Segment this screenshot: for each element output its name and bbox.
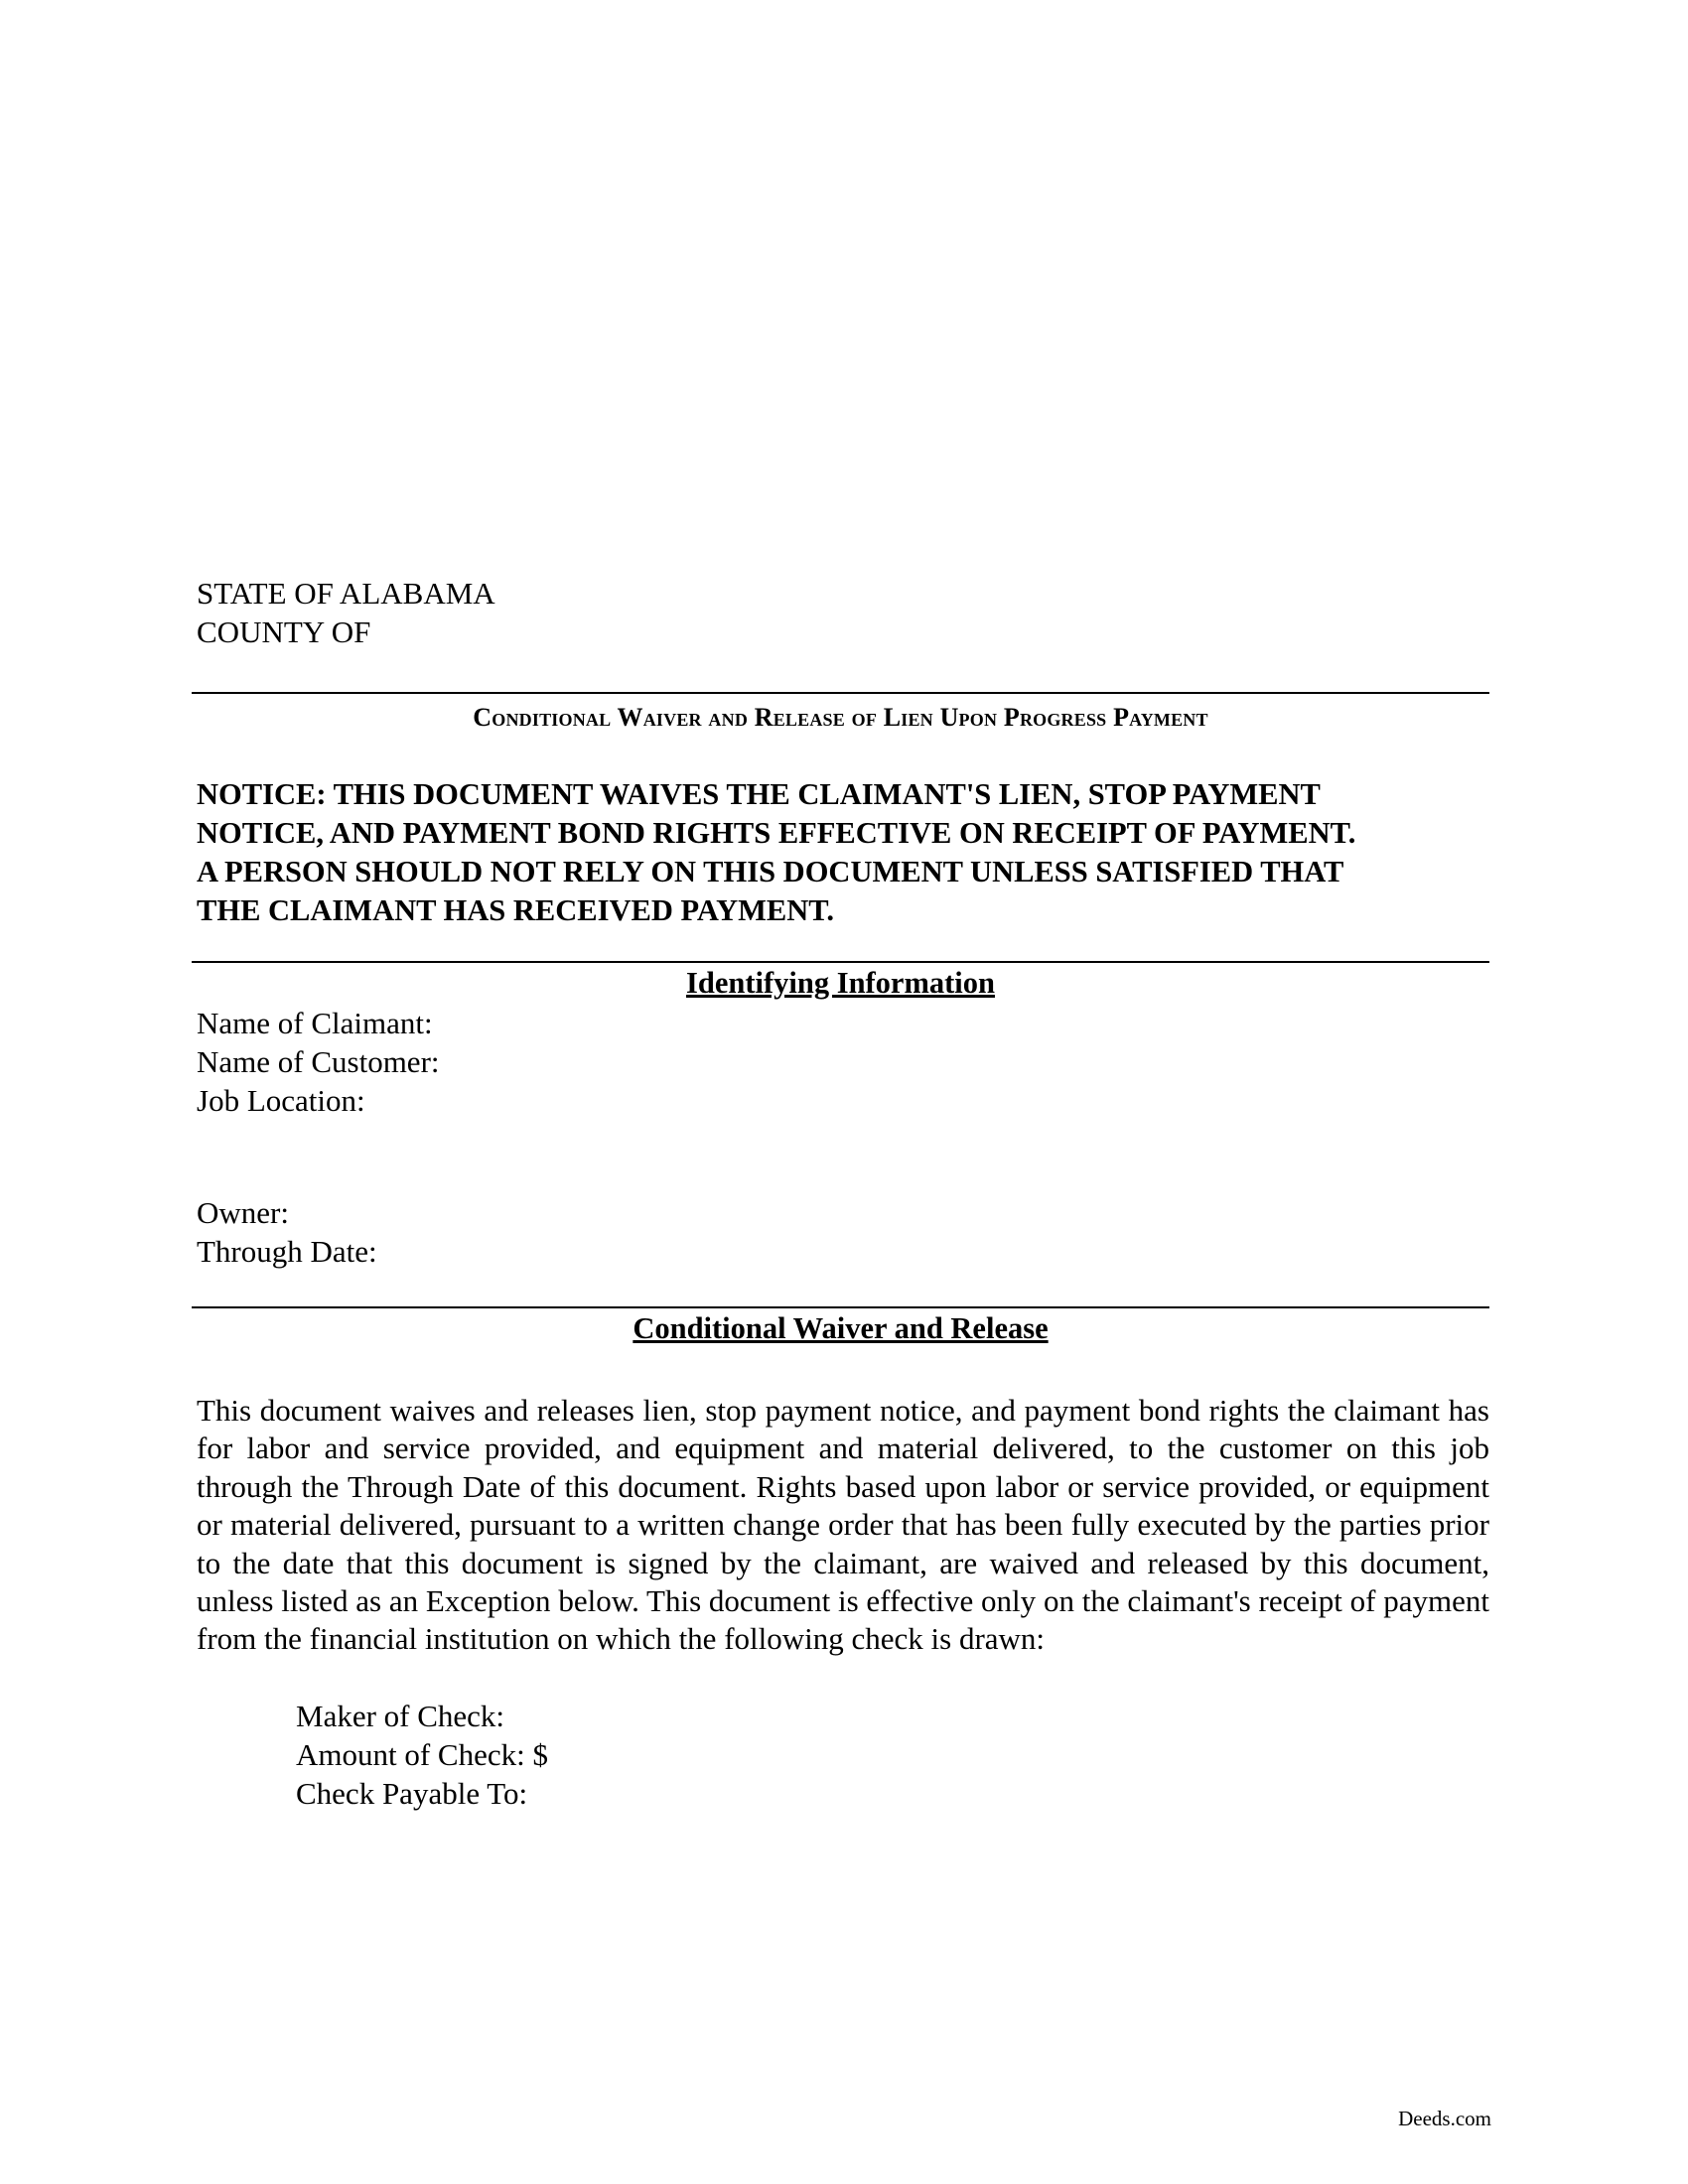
top-divider <box>192 692 1489 694</box>
identifying-fields-group-2 <box>197 1193 377 1271</box>
maker-of-check-label: Maker of Check: <box>296 1699 505 1733</box>
through-date-label: Through Date: <box>197 1234 377 1269</box>
county-line: COUNTY OF <box>197 614 371 649</box>
check-fields <box>296 1697 548 1813</box>
notice-line: A PERSON SHOULD NOT RELY ON THIS DOCUMENT UNLESS SATISFIED THAT <box>197 855 1344 888</box>
amount-of-check-label: Amount of Check: $ <box>296 1737 548 1772</box>
notice-line: NOTICE: THIS DOCUMENT WAIVES THE CLAIMANT'S LIEN, STOP PAYMENT <box>197 777 1321 811</box>
state-line: STATE OF ALABAMA <box>197 576 495 611</box>
deeds-watermark: Deeds.com <box>1398 2107 1491 2130</box>
waiver-paragraph: This document waives and releases lien, stop payment notice, and payment bond rights the claimant has for labor and service provided, and equipment and material delivered, to the customer on this job through the Through Date of this document. Rights based upon labor or service provided, or equipment or material delivered, pursuant to a written change order that has been fully executed by the parties prior to the date that this document is signed by the claimant, are waived and released by this document, unless listed as an Exception below. This document is effective only on the claimant's receipt of payment from the financial institution on which the following check is drawn: <box>197 1393 1489 1657</box>
document-title: Conditional Waiver and Release of Lien Upon Progress Payment <box>473 703 1208 732</box>
job-location-label: Job Location: <box>197 1083 365 1118</box>
check-payable-to-label: Check Payable To: <box>296 1776 528 1811</box>
notice-line: NOTICE, AND PAYMENT BOND RIGHTS EFFECTIVE ON RECEIPT OF PAYMENT. <box>197 816 1356 850</box>
customer-name-label: Name of Customer: <box>197 1044 440 1079</box>
state-county-header <box>197 574 495 651</box>
owner-label: Owner: <box>197 1195 289 1230</box>
notice-text <box>197 775 1487 930</box>
identifying-information-heading: Identifying Information <box>686 966 995 1000</box>
conditional-waiver-heading: Conditional Waiver and Release <box>633 1311 1049 1345</box>
identifying-fields-group-1 <box>197 1004 440 1120</box>
identifying-divider <box>192 961 1489 963</box>
waiver-divider <box>192 1306 1489 1308</box>
claimant-name-label: Name of Claimant: <box>197 1006 433 1040</box>
notice-line: THE CLAIMANT HAS RECEIVED PAYMENT. <box>197 893 835 927</box>
